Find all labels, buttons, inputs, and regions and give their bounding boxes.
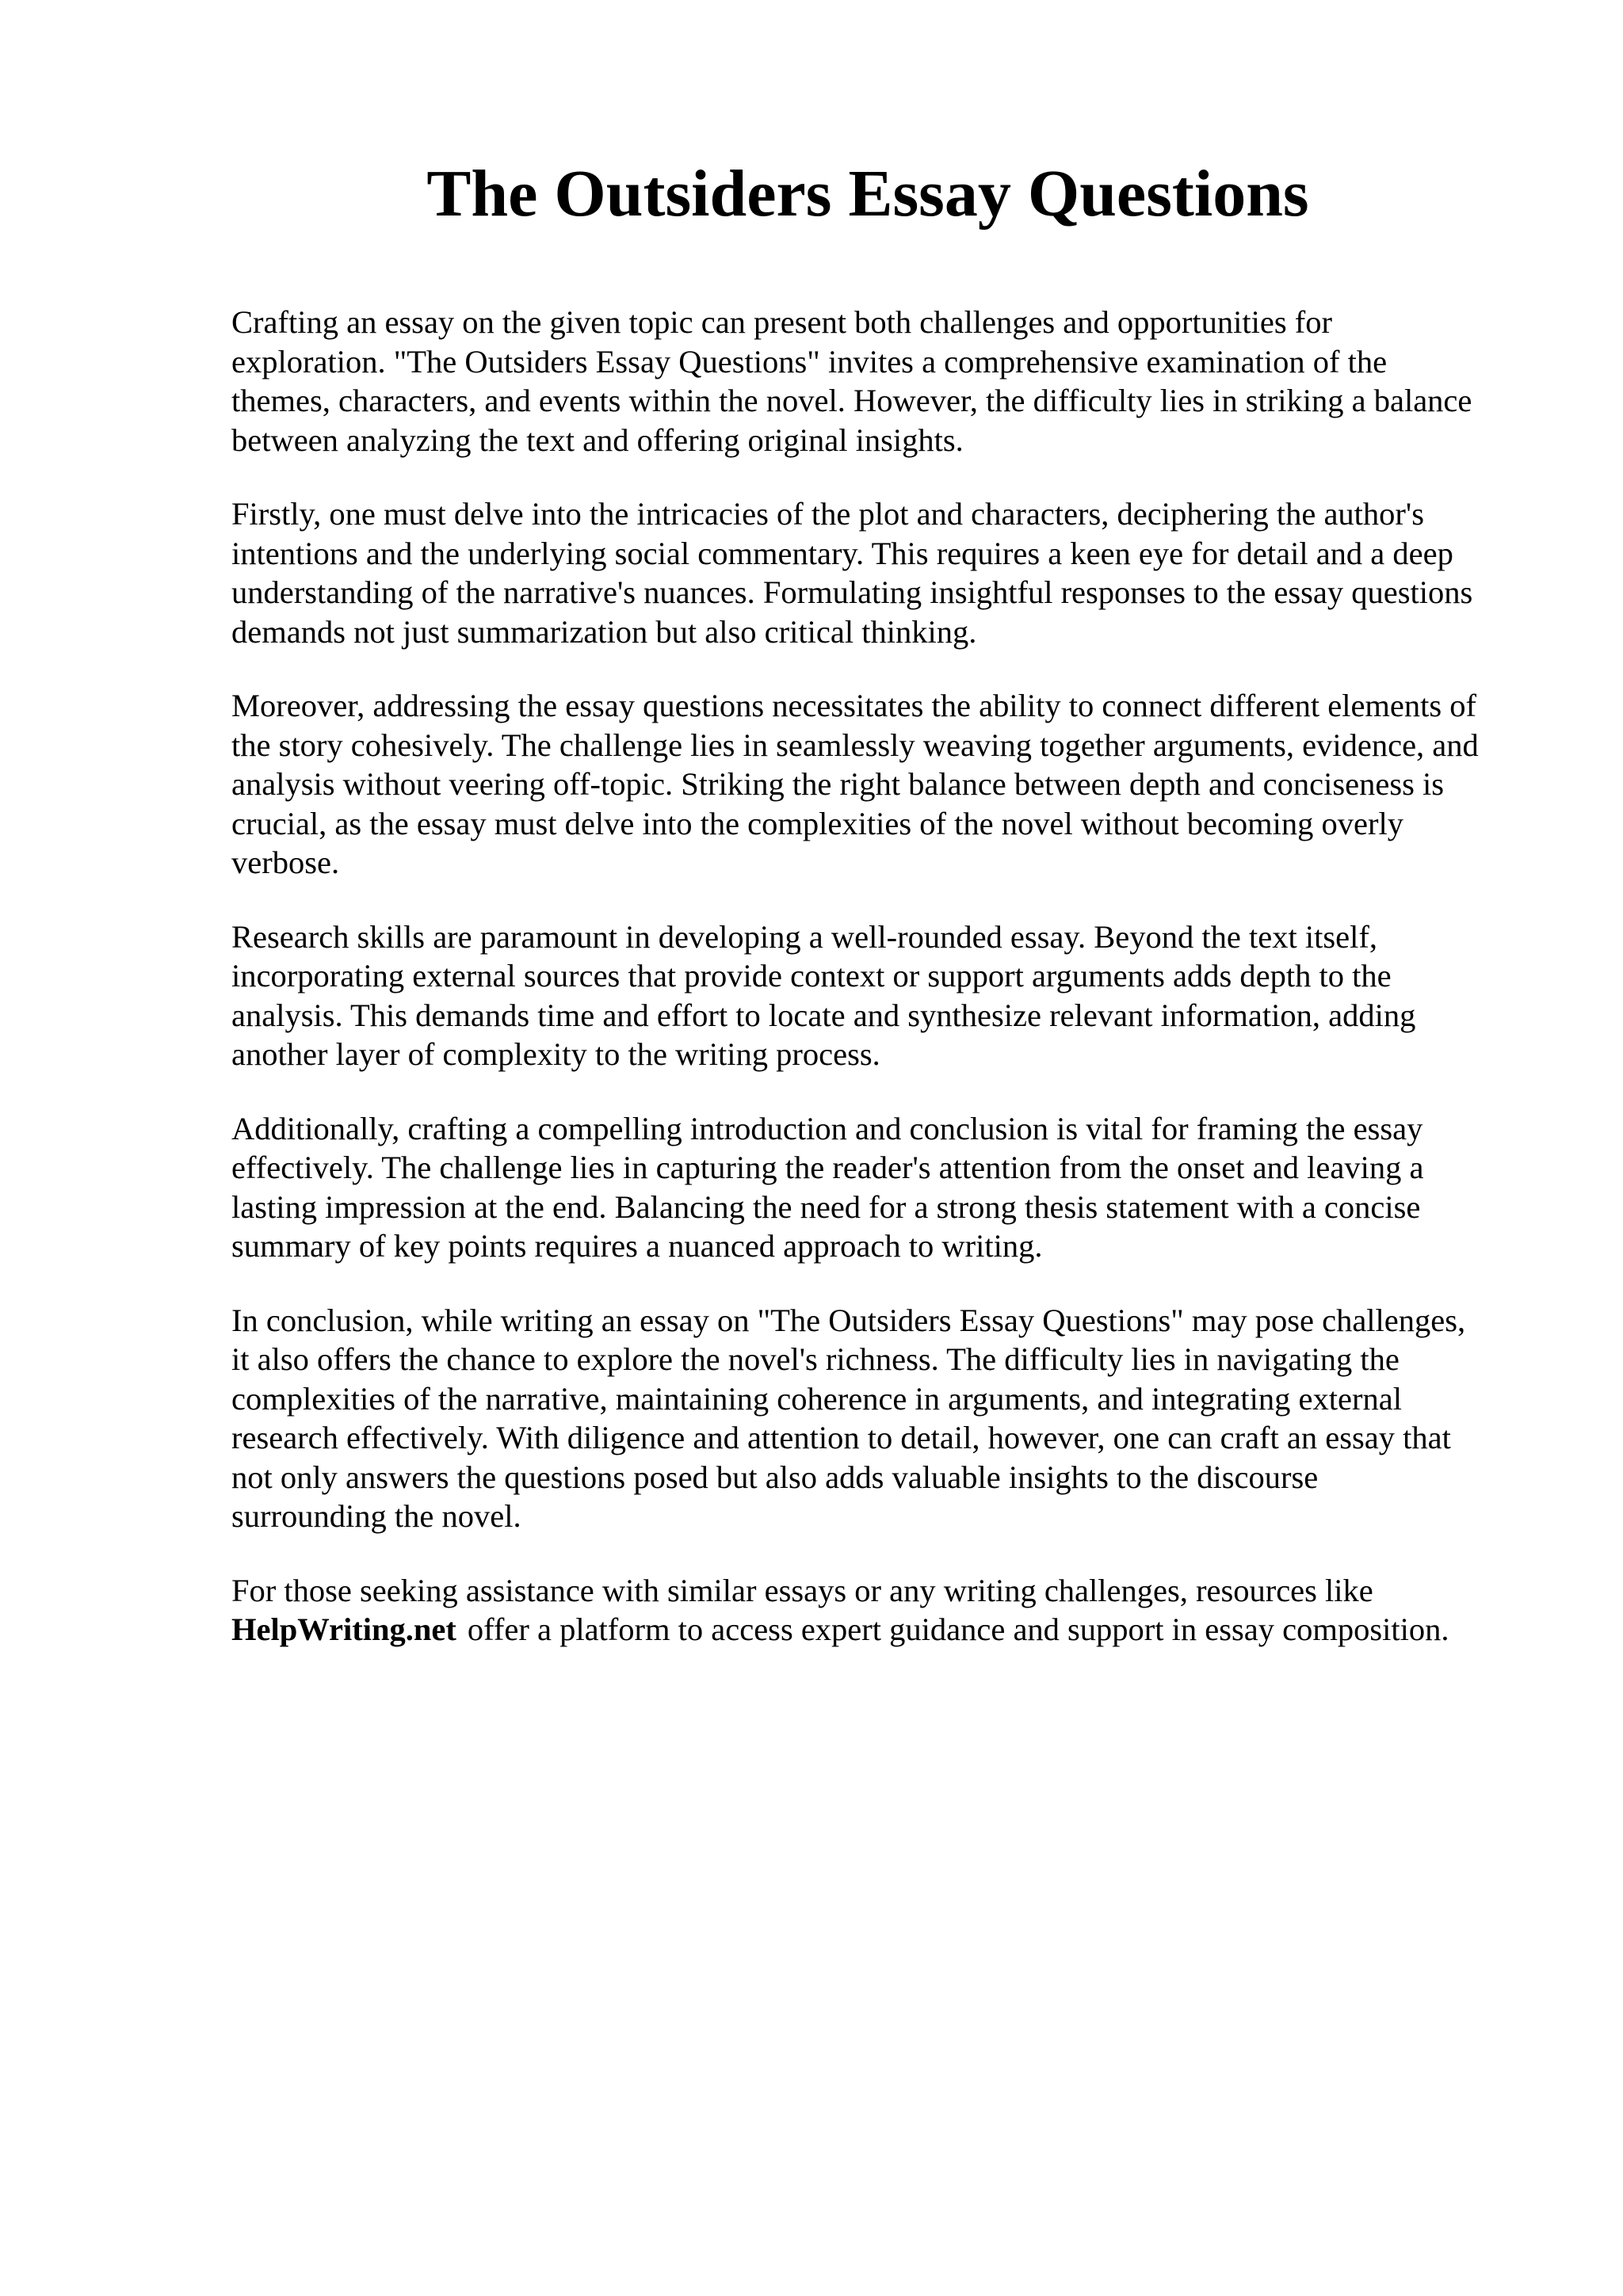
- text-line: summary of key points requires a nuanced approach to writing.: [231, 1228, 1043, 1264]
- text-line: not only answers the questions posed but also adds valuable insights to the discourse: [231, 1459, 1319, 1495]
- text-line: Firstly, one must delve into the intricacies of the plot and characters, deciphering the author's: [231, 496, 1424, 532]
- text-line: crucial, as the essay must delve into the complexities of the novel without becoming overly: [231, 805, 1404, 841]
- text-line: In conclusion, while writing an essay on "The Outsiders Essay Questions" may pose challenges,: [231, 1302, 1466, 1338]
- text-line: themes, characters, and events within the novel. However, the difficulty lies in striking a balance: [231, 383, 1472, 418]
- text-line: demands not just summarization but also critical thinking.: [231, 613, 977, 650]
- text-line: Research skills are paramount in developing a well-rounded essay. Beyond the text itself,: [231, 918, 1377, 955]
- text-line: research effectively. With diligence and attention to detail, however, one can craft an essay that: [231, 1420, 1451, 1455]
- text-line: another layer of complexity to the writing process.: [231, 1036, 880, 1072]
- text-line: complexities of the narrative, maintaining coherence in arguments, and integrating external: [231, 1380, 1402, 1417]
- closing-paragraph: [231, 1571, 1531, 1650]
- text-line: it also offers the chance to explore the novel's richness. The difficulty lies in navigating the: [231, 1341, 1400, 1377]
- document-body: [231, 303, 1531, 1684]
- text-line: Moreover, addressing the essay questions necessitates the ability to connect different elements of: [231, 688, 1477, 723]
- paragraph-3: [231, 686, 1531, 883]
- text-line: analysis without veering off-topic. Striking the right balance between depth and conciseness is: [231, 766, 1444, 802]
- text-line: surrounding the novel.: [231, 1498, 521, 1534]
- text-line: Additionally, crafting a compelling introduction and conclusion is vital for framing the essay: [231, 1110, 1423, 1146]
- text-line: Crafting an essay on the given topic can present both challenges and opportunities for: [231, 304, 1332, 340]
- paragraph-2: [231, 494, 1531, 651]
- brand-name: HelpWriting.net: [231, 1611, 456, 1647]
- page-title: The Outsiders Essay Questions: [426, 157, 1309, 231]
- text-line: the story cohesively. The challenge lies in seamlessly weaving together arguments, evidence, and: [231, 727, 1479, 763]
- text-line: effectively. The challenge lies in capturing the reader's attention from the onset and leaving a: [231, 1150, 1424, 1185]
- text-line: For those seeking assistance with similar essays or any writing challenges, resources like: [231, 1572, 1373, 1608]
- text-line: verbose.: [231, 845, 340, 880]
- paragraph-5: [231, 1109, 1531, 1266]
- text-line: understanding of the narrative's nuances. Formulating insightful responses to the essay questions: [231, 574, 1473, 610]
- paragraph-4: [231, 917, 1531, 1074]
- text-line: intentions and the underlying social commentary. This requires a keen eye for detail and a deep: [231, 535, 1453, 571]
- closing-line-2: [231, 1610, 1531, 1650]
- text-line: analysis. This demands time and effort to locate and synthesize relevant information, adding: [231, 997, 1416, 1033]
- closing-line-2-text: offer a platform to access expert guidance and support in essay composition.: [467, 1611, 1449, 1647]
- text-line: lasting impression at the end. Balancing the need for a strong thesis statement with a concise: [231, 1188, 1421, 1225]
- paragraph-1: [231, 303, 1531, 460]
- paragraph-6: [231, 1301, 1531, 1536]
- text-line: incorporating external sources that provide context or support arguments adds depth to the: [231, 958, 1392, 994]
- text-line: between analyzing the text and offering original insights.: [231, 421, 964, 458]
- text-line: exploration. "The Outsiders Essay Questions" invites a comprehensive examination of the: [231, 343, 1388, 379]
